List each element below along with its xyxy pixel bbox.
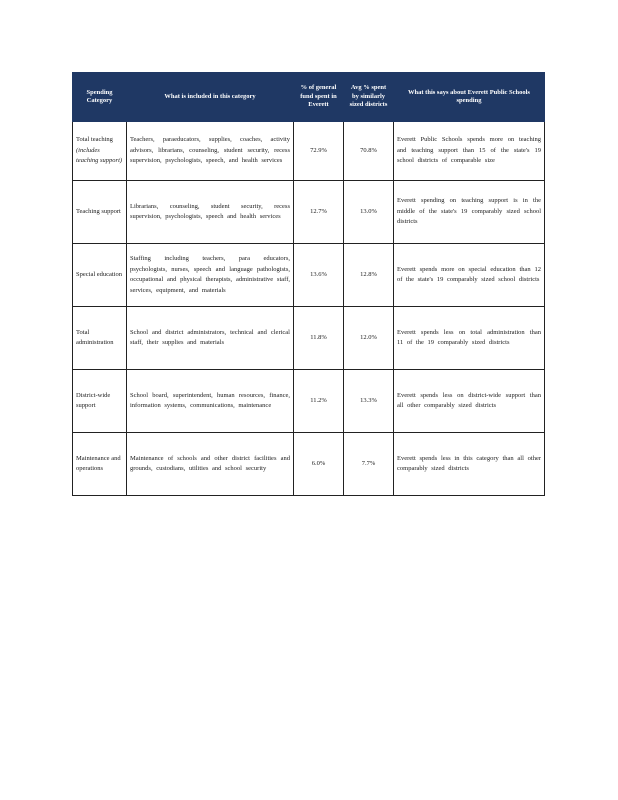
table-row — [73, 122, 545, 181]
says-cell: Everett Public Schools spends more on teaching and teaching support than 15 of the state's 19 school districts of comparable size — [394, 122, 545, 181]
says-cell: Everett spends less on total administration than 11 of the 19 comparably sized districts — [394, 307, 545, 370]
header-spending-category: Spending Category — [73, 73, 127, 122]
header-what-this-says: What this says about Everett Public Schools spending — [394, 73, 545, 122]
header-pct-everett: % of general fund spent in Everett — [294, 73, 344, 122]
table-header-row — [73, 73, 545, 122]
included-cell: Maintenance of schools and other district facilities and grounds, custodians, utilities and school security — [127, 433, 294, 496]
included-cell: Librarians, counseling, student security, recess supervision, psychologists, speech and health services — [127, 181, 294, 244]
avg-similar-cell: 13.0% — [344, 181, 394, 244]
category-cell — [73, 122, 127, 181]
category-cell: Teaching support — [73, 181, 127, 244]
avg-similar-cell: 70.8% — [344, 122, 394, 181]
category-cell: Special education — [73, 244, 127, 307]
says-cell: Everett spending on teaching support is in the middle of the state's 19 comparably sized school districts — [394, 181, 545, 244]
included-cell: School and district administrators, technical and clerical staff, their supplies and materials — [127, 307, 294, 370]
table-row — [73, 307, 545, 370]
avg-similar-cell: 7.7% — [344, 433, 394, 496]
pct-everett-cell: 11.8% — [294, 307, 344, 370]
included-cell: School board, superintendent, human resources, finance, information systems, communications, maintenance — [127, 370, 294, 433]
pct-everett-cell: 72.9% — [294, 122, 344, 181]
category-cell: District-wide support — [73, 370, 127, 433]
table-row — [73, 370, 545, 433]
says-cell: Everett spends more on special education than 12 of the state's 19 comparably sized school districts — [394, 244, 545, 307]
spending-table — [72, 72, 545, 496]
category-cell: Maintenance and operations — [73, 433, 127, 496]
category-label: Total teaching — [76, 136, 113, 144]
avg-similar-cell: 12.8% — [344, 244, 394, 307]
category-note: (includes teaching support) — [76, 146, 123, 165]
pct-everett-cell: 12.7% — [294, 181, 344, 244]
included-cell: Teachers, paraeducators, supplies, coaches, activity advisors, librarians, counseling, student security, recess supervision, psychologists, speech, and health services — [127, 122, 294, 181]
included-cell: Staffing including teachers, para educators, psychologists, nurses, speech and language pathologists, occupational and physical therapists, administrative staff, services, equipment, and materials — [127, 244, 294, 307]
pct-everett-cell: 11.2% — [294, 370, 344, 433]
pct-everett-cell: 6.0% — [294, 433, 344, 496]
avg-similar-cell: 13.3% — [344, 370, 394, 433]
table-row — [73, 181, 545, 244]
header-avg-similar: Avg % spent by similarly sized districts — [344, 73, 394, 122]
category-cell: Total administration — [73, 307, 127, 370]
header-what-is-included: What is included in this category — [127, 73, 294, 122]
table-row — [73, 244, 545, 307]
pct-everett-cell: 13.6% — [294, 244, 344, 307]
says-cell: Everett spends less in this category than all other comparably sized districts — [394, 433, 545, 496]
says-cell: Everett spends less on district-wide support than all other comparably sized districts — [394, 370, 545, 433]
avg-similar-cell: 12.0% — [344, 307, 394, 370]
table-row — [73, 433, 545, 496]
